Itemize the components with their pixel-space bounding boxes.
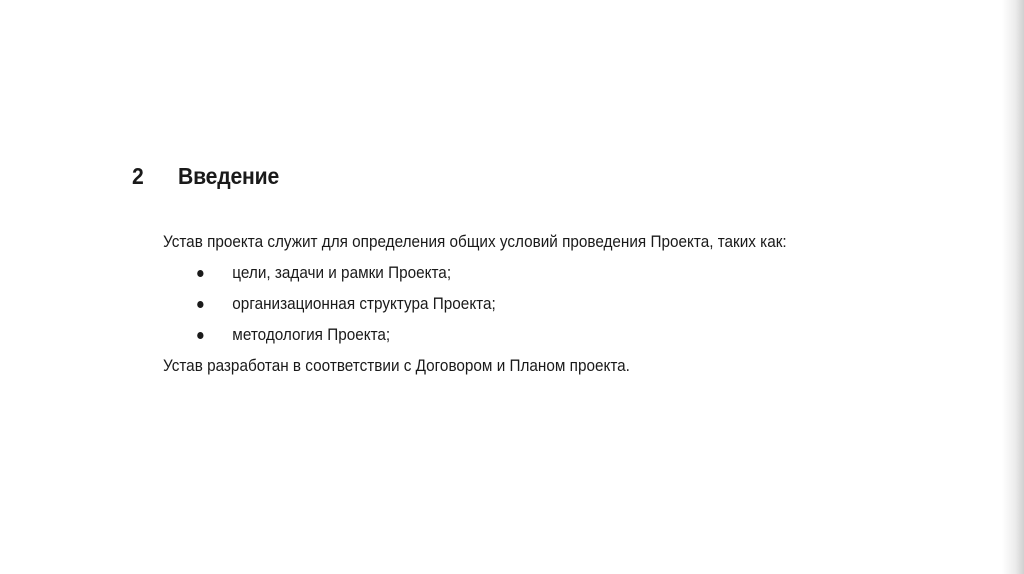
section-heading <box>132 163 279 190</box>
bullet-dot-icon <box>197 301 203 308</box>
section-number: 2 <box>132 163 144 189</box>
list-item <box>163 257 787 288</box>
list-item <box>163 319 787 350</box>
closing-paragraph: Устав разработан в соответствии с Договором и Планом проекта. <box>163 356 630 375</box>
bullet-dot-icon <box>197 332 203 339</box>
bullet-dot-icon <box>197 270 203 277</box>
list-item <box>163 288 787 319</box>
intro-paragraph: Устав проекта служит для определения общих условий проведения Проекта, таких как: <box>163 232 787 251</box>
bullet-list <box>163 257 787 350</box>
list-item-text: цели, задачи и рамки Проекта; <box>232 263 452 282</box>
section-title: Введение <box>178 163 280 189</box>
list-item-text: методология Проекта; <box>232 325 391 344</box>
section-body <box>163 226 787 381</box>
list-item-text: организационная структура Проекта; <box>232 294 496 313</box>
page-edge-shadow <box>1002 0 1024 574</box>
